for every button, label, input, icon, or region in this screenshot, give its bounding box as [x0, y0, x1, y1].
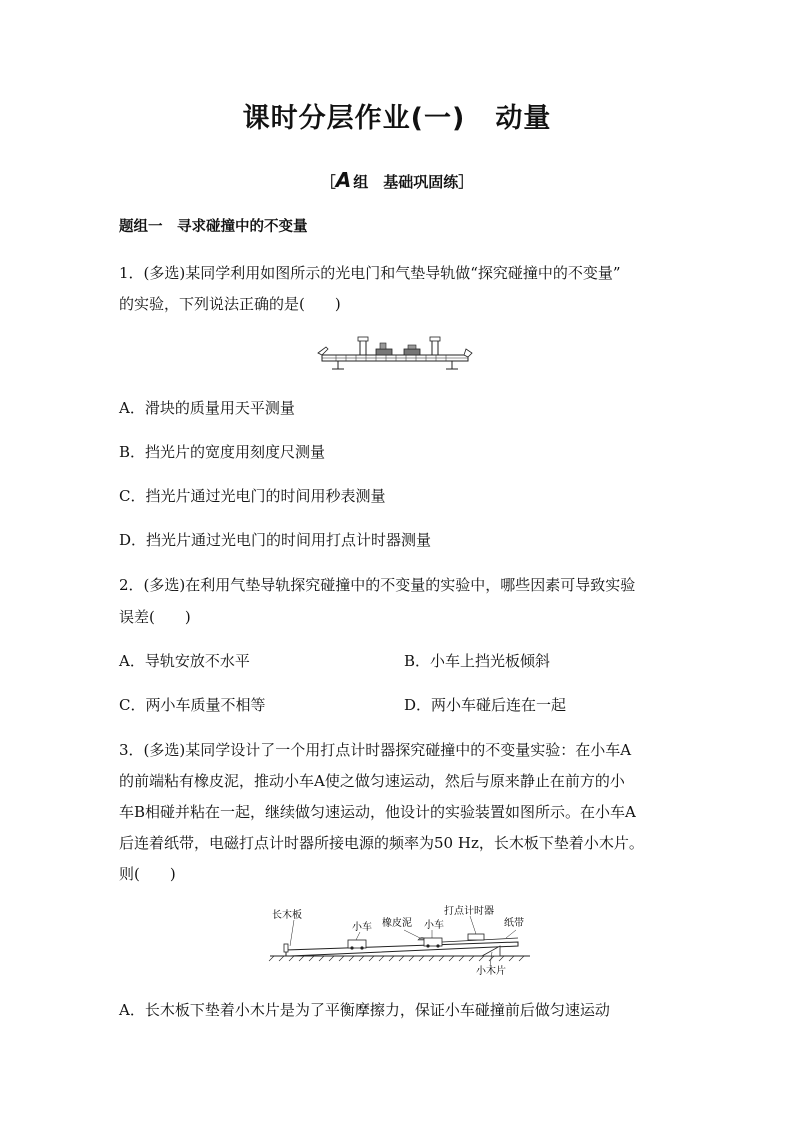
label-board: 长木板 [272, 910, 302, 921]
q2-option-a: A．导轨安放不水平 [119, 652, 250, 670]
label-car-1: 小车 [352, 922, 372, 933]
title-main: 课时分层作业(一) [242, 103, 466, 134]
q3-stem-line4: 后连着纸带，电磁打点计时器所接电源的频率为50 Hz，长木板下垫着小木片。 [119, 834, 644, 852]
group-bracket-open: ［ [320, 173, 336, 191]
q1-option-a: A．滑块的质量用天平测量 [119, 399, 295, 417]
q3-stem-line1: 3．(多选)某同学设计了一个用打点计时器探究碰撞中的不变量实验：在小车A [119, 741, 632, 759]
q1-stem-line1: 1．(多选)某同学利用如图所示的光电门和气垫导轨做“探究碰撞中的不变量” [119, 264, 621, 282]
q1-option-d: D．挡光片通过光电门的时间用打点计时器测量 [119, 531, 432, 549]
q1-option-c: C．挡光片通过光电门的时间用秒表测量 [119, 487, 386, 505]
air-track-diagram [316, 335, 474, 377]
collision-apparatus-diagram [268, 900, 532, 980]
group-bracket-close: ］ [458, 173, 474, 191]
q2-option-c: C．两小车质量不相等 [119, 696, 266, 714]
page-title [0, 96, 794, 135]
q3-option-a: A．长木板下垫着小木片是为了平衡摩擦力，保证小车碰撞前后做匀速运动 [119, 1001, 610, 1019]
group-letter: A [335, 168, 352, 192]
label-timer: 打点计时器 [444, 906, 494, 917]
q2-stem-line2: 误差( ) [119, 608, 191, 626]
q2-stem-line1: 2．(多选)在利用气垫导轨探究碰撞中的不变量的实验中，哪些因素可导致实验 [119, 576, 636, 594]
air-track-figure [316, 335, 474, 377]
group-heading [0, 168, 794, 192]
collision-apparatus-figure [268, 900, 532, 980]
q1-stem-line2: 的实验，下列说法正确的是( ) [119, 295, 341, 313]
q3-stem-line5: 则( ) [119, 865, 176, 883]
q1-option-b: B．挡光片的宽度用刻度尺测量 [119, 443, 326, 461]
q2-option-d: D．两小车碰后连在一起 [404, 696, 567, 714]
group-label: 组 基础巩固练 [353, 173, 459, 191]
topic-heading: 题组一 寻求碰撞中的不变量 [119, 219, 308, 235]
title-topic: 动量 [495, 103, 552, 134]
q2-option-b: B．小车上挡光板倾斜 [404, 652, 551, 670]
label-clay: 橡皮泥 [382, 918, 412, 929]
q3-stem-line2: 的前端粘有橡皮泥，推动小车A使之做匀速运动，然后与原来静止在前方的小 [119, 772, 625, 790]
label-tape: 纸带 [504, 918, 524, 929]
q3-stem-line3: 车B相碰并粘在一起，继续做匀速运动，他设计的实验装置如图所示。在小车A [119, 803, 636, 821]
label-car-2: 小车 [424, 920, 444, 931]
label-wedge: 小木片 [476, 966, 506, 977]
